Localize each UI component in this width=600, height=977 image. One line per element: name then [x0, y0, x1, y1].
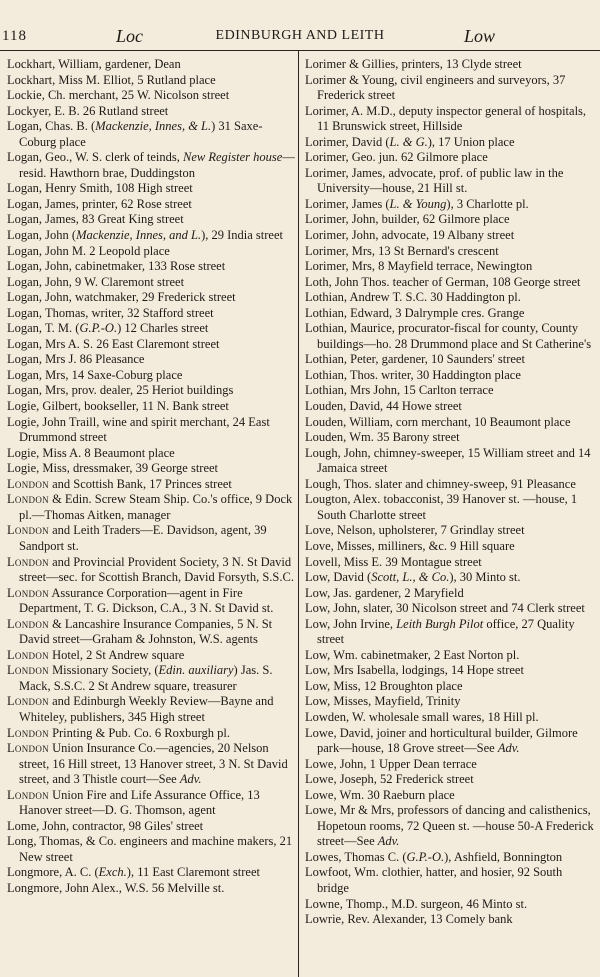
- directory-entry: [305, 275, 595, 291]
- entry-text: Union Fire and Life Assurance Office, 13 Hanover street—D. G. Thomson, agent: [19, 787, 260, 818]
- directory-entry: [305, 166, 595, 197]
- directory-entry: [305, 73, 595, 104]
- entry-text: ) Jas. S. Mack, S.S.C. 2 St Andrew square, treasurer: [19, 663, 273, 693]
- entry-text: Lorimer & Gillies, printers, 13 Clyde street: [305, 57, 522, 71]
- directory-entry: [305, 415, 595, 431]
- left-catchword: Loc: [116, 26, 143, 46]
- entry-text: Lough, John, chimney-sweeper, 15 William street and 14 Jamaica street: [305, 445, 591, 476]
- entry-text: Hotel, 2 St Andrew square: [48, 647, 185, 662]
- directory-entry: [7, 368, 297, 384]
- entry-text: Lothian, Peter, gardener, 10 Saunders' street: [305, 352, 525, 367]
- directory-entry: [305, 803, 595, 850]
- directory-entry: [305, 601, 595, 617]
- entry-text: Low, Jas. gardener, 2 Maryfield: [305, 585, 464, 600]
- entry-text: Lothian, Maurice, procurator-fiscal for county, County buildings—ho. 28 Drummond place and St Catherine's: [305, 321, 592, 351]
- directory-entry: [7, 648, 297, 664]
- entry-text: Logan, Mrs, prov. dealer, 25 Heriot buildings: [7, 383, 234, 398]
- directory-entry: [7, 275, 297, 291]
- entry-text: Lowrie, Rev. Alexander, 13 Comely bank: [305, 912, 513, 927]
- entry-text: Lowden, W. wholesale small wares, 18 Hill pl.: [305, 709, 539, 724]
- entry-text: and Leith Traders—E. Davidson, agent, 39 Sandport st.: [19, 523, 267, 553]
- directory-entry: [305, 228, 595, 244]
- directory-entry: [305, 244, 595, 260]
- entry-text: Lowe, Joseph, 52 Frederick street: [305, 772, 474, 787]
- entry-text: Lowfoot, Wm. clothier, hatter, and hosier, 92 South bridge: [305, 865, 563, 895]
- directory-entry: [305, 757, 595, 773]
- directory-entry: [305, 368, 595, 384]
- entry-text: London: [7, 585, 49, 600]
- directory-entry: [7, 383, 297, 399]
- entry-text: Lothian, Thos. writer, 30 Haddington place: [305, 367, 521, 382]
- entry-text: ) 12 Charles street: [117, 321, 209, 336]
- entry-text: Lorimer & Young, civil engineers and surveyors, 37 Frederick street: [305, 72, 566, 103]
- entry-text: Lorimer, A. M.D., deputy inspector general of hospitals, 11 Brunswick street, Hillside: [305, 103, 587, 134]
- directory-entry: [7, 399, 297, 415]
- entry-text: Lockhart, Miss M. Elliot, 5 Rutland place: [7, 72, 216, 87]
- directory-entry: [7, 150, 297, 181]
- entry-text: Logan, Chas. B. (: [7, 119, 96, 134]
- directory-entry: [7, 88, 297, 104]
- directory-entry: [305, 679, 595, 695]
- header-rule: [0, 50, 600, 51]
- directory-entry: [305, 710, 595, 726]
- directory-entry: [7, 104, 297, 120]
- directory-entry: [305, 430, 595, 446]
- entry-text: & Edin. Screw Steam Ship. Co.'s office, 9 Dock pl.—Thomas Aitken, manager: [19, 492, 293, 522]
- directory-entry: [7, 834, 297, 865]
- directory-entry: [305, 726, 595, 757]
- entry-text: Lothian, Edward, 3 Dalrymple cres. Grange: [305, 305, 525, 320]
- directory-entry: [7, 788, 297, 819]
- entry-text: London: [7, 492, 49, 507]
- entry-text: Low, Miss, 12 Broughton place: [305, 678, 463, 693]
- directory-entry: [305, 197, 595, 213]
- entry-text: Logan, Mrs, 14 Saxe-Coburg place: [7, 367, 183, 382]
- directory-entry: [7, 461, 297, 477]
- entry-text: London: [7, 741, 49, 756]
- directory-entry: [305, 399, 595, 415]
- directory-entry: [7, 259, 297, 275]
- directory-entry: [305, 352, 595, 368]
- directory-entry: [7, 197, 297, 213]
- entry-text: ) 31 Saxe-Coburg place: [19, 119, 263, 149]
- entry-text: ), 17 Union place: [427, 134, 515, 149]
- directory-entry: [7, 73, 297, 89]
- entry-text: Low, Wm. cabinetmaker, 2 East Norton pl.: [305, 647, 520, 662]
- entry-text: Lowe, Mr & Mrs, professors of dancing and calisthenics, Hopetoun rooms, 72 Queen st. —house 50-A Frederick street—See: [305, 803, 594, 849]
- directory-entry: [7, 881, 297, 897]
- entry-text: Logan, John, watchmaker, 29 Frederick street: [7, 290, 236, 305]
- directory-entry: [7, 663, 297, 694]
- directory-entry: [305, 570, 595, 586]
- entry-text: London: [7, 725, 49, 740]
- entry-text: Love, Nelson, upholsterer, 7 Grindlay street: [305, 523, 525, 538]
- entry-text: Lothian, Mrs John, 15 Carlton terrace: [305, 383, 494, 398]
- entry-text: London: [7, 523, 49, 538]
- entry-text: Louden, David, 44 Howe street: [305, 399, 462, 414]
- directory-entry: [7, 306, 297, 322]
- entry-text: Mackenzie, Innes, and L.: [76, 228, 202, 243]
- entry-text: Logan, James, 83 Great King street: [7, 212, 184, 227]
- entry-text: ), 30 Minto st.: [449, 570, 521, 585]
- entry-text: Low, Misses, Mayfield, Trinity: [305, 694, 461, 709]
- directory-entry: [305, 57, 595, 73]
- entry-text: Logan, Thomas, writer, 32 Stafford street: [7, 305, 214, 320]
- directory-entry: [305, 477, 595, 493]
- entry-text: London: [7, 554, 49, 569]
- entry-text: Lowne, Thomp., M.D. surgeon, 46 Minto st.: [305, 896, 528, 911]
- entry-text: Adv.: [179, 772, 202, 787]
- entry-text: L. & Young: [389, 196, 447, 211]
- entry-text: Missionary Society, (: [48, 663, 159, 678]
- entry-text: ), Ashfield, Bonnington: [444, 849, 563, 864]
- entry-text: Lorimer, John, advocate, 19 Albany street: [305, 228, 515, 243]
- directory-entry: [305, 290, 595, 306]
- entry-text: G.P.-O.: [79, 321, 118, 336]
- entry-text: Lougton, Alex. tobacconist, 39 Hanover st. —house, 1 South Charlotte street: [305, 492, 578, 522]
- entry-text: New Register house: [183, 150, 283, 165]
- entry-text: Lowe, John, 1 Upper Dean terrace: [305, 756, 477, 771]
- directory-entry: [7, 212, 297, 228]
- directory-entry: [305, 897, 595, 913]
- directory-entry: [7, 446, 297, 462]
- directory-entry: [305, 555, 595, 571]
- entry-text: Logie, Miss, dressmaker, 39 George street: [7, 461, 219, 476]
- directory-entry: [7, 694, 297, 725]
- directory-entry: [305, 648, 595, 664]
- entry-text: L. & G.: [389, 134, 428, 149]
- directory-entry: [7, 492, 297, 523]
- directory-entry: [7, 819, 297, 835]
- running-title: EDINBURGH AND LEITH: [215, 28, 385, 43]
- entry-text: Logan, John M. 2 Leopold place: [7, 243, 170, 258]
- directory-entry: [7, 57, 297, 73]
- entry-text: Scott, L., & Co.: [371, 570, 450, 585]
- directory-entry: [305, 663, 595, 679]
- directory-entry: [305, 306, 595, 322]
- entry-text: Long, Thomas, & Co. engineers and machine makers, 21 New street: [7, 834, 293, 864]
- entry-text: Lorimer, James (: [305, 196, 390, 211]
- entry-text: Lockie, Ch. merchant, 25 W. Nicolson street: [7, 88, 230, 103]
- column-divider: [298, 51, 299, 977]
- directory-entry: [7, 352, 297, 368]
- entry-text: Union Insurance Co.—agencies, 20 Nelson street, 16 Hill street, 13 Hanover street, 3 N. St David street, and 3 Thistle court—See: [19, 741, 288, 787]
- directory-entry: [305, 259, 595, 275]
- entry-text: Lorimer, Mrs, 8 Mayfield terrace, Newington: [305, 259, 533, 274]
- entry-text: Lovell, Miss E. 39 Montague street: [305, 554, 482, 569]
- entry-text: Lockyer, E. B. 26 Rutland street: [7, 103, 169, 118]
- entry-text: Logie, John Traill, wine and spirit merchant, 24 East Drummond street: [7, 414, 270, 445]
- entry-text: London: [7, 663, 49, 678]
- entry-text: Lockhart, William, gardener, Dean: [7, 57, 181, 71]
- right-column: [305, 57, 595, 928]
- entry-text: ), 11 East Claremont street: [126, 865, 260, 880]
- entry-text: Love, Misses, milliners, &c. 9 Hill square: [305, 538, 515, 553]
- entry-text: Lorimer, Geo. jun. 62 Gilmore place: [305, 150, 488, 165]
- page-header: [0, 26, 600, 48]
- entry-text: and Provincial Provident Society, 3 N. St David street—sec. for Scottish Branch, David Forsyth, S.S.C.: [19, 554, 294, 585]
- entry-text: Lorimer, Mrs, 13 St Bernard's crescent: [305, 243, 499, 258]
- directory-entry: [305, 694, 595, 710]
- directory-entry: [7, 586, 297, 617]
- directory-entry: [305, 492, 595, 523]
- entry-text: Logan, T. M. (: [7, 321, 80, 336]
- entry-text: Logan, James, printer, 62 Rose street: [7, 196, 192, 211]
- directory-entry: [305, 772, 595, 788]
- directory-entry: [7, 523, 297, 554]
- directory-entry: [7, 321, 297, 337]
- entry-text: Logan, Mrs J. 86 Pleasance: [7, 352, 145, 367]
- directory-entry: [7, 865, 297, 881]
- entry-text: & Lancashire Insurance Companies, 5 N. St David street—Graham & Johnston, W.S. agents: [19, 616, 273, 647]
- entry-text: Longmore, John Alex., W.S. 56 Melville st.: [7, 880, 225, 895]
- entry-text: Low, John, slater, 30 Nicolson street and 74 Clerk street: [305, 601, 585, 616]
- entry-text: Lowes, Thomas C. (: [305, 849, 407, 864]
- entry-text: London: [7, 616, 49, 631]
- entry-text: Exch.: [98, 865, 127, 880]
- entry-text: Adv.: [497, 741, 520, 756]
- entry-text: Lorimer, James, advocate, prof. of public law in the University—house, 21 Hill st.: [305, 165, 564, 196]
- directory-entry: [305, 446, 595, 477]
- directory-entry: [305, 912, 595, 928]
- entry-text: Low, Mrs Isabella, lodgings, 14 Hope street: [305, 663, 524, 678]
- entry-text: London: [7, 787, 49, 802]
- entry-text: Lowe, Wm. 30 Raeburn place: [305, 787, 455, 802]
- entry-text: Mackenzie, Innes, & L.: [95, 119, 212, 134]
- directory-entry: [7, 290, 297, 306]
- directory-entry: [305, 539, 595, 555]
- entry-text: Louden, Wm. 35 Barony street: [305, 430, 460, 445]
- directory-entry: [7, 415, 297, 446]
- directory-entry: [7, 726, 297, 742]
- page-number: 118: [2, 28, 27, 44]
- entry-text: London: [7, 647, 49, 662]
- directory-entry: [305, 586, 595, 602]
- entry-text: Logan, John, 9 W. Claremont street: [7, 274, 185, 289]
- directory-entry: [305, 850, 595, 866]
- directory-entry: [305, 212, 595, 228]
- directory-entry: [305, 788, 595, 804]
- entry-text: Loth, John Thos. teacher of German, 108 George street: [305, 274, 581, 289]
- directory-entry: [7, 555, 297, 586]
- entry-text: Lorimer, John, builder, 62 Gilmore place: [305, 212, 510, 227]
- entry-text: Leith Burgh Pilot: [396, 616, 484, 631]
- directory-entry: [305, 321, 595, 352]
- entry-text: Printing & Pub. Co. 6 Roxburgh pl.: [48, 725, 230, 740]
- entry-text: Logan, John, cabinetmaker, 133 Rose street: [7, 259, 226, 274]
- entry-text: Low, David (: [305, 570, 372, 585]
- directory-entry: [7, 337, 297, 353]
- directory-entry: [7, 741, 297, 788]
- entry-text: ), 29 India street: [201, 228, 283, 243]
- entry-text: G.P.-O.: [406, 849, 445, 864]
- entry-text: Longmore, A. C. (: [7, 865, 99, 880]
- left-column: [7, 57, 297, 897]
- directory-entry: [305, 865, 595, 896]
- directory-entry: [7, 181, 297, 197]
- entry-text: Logie, Miss A. 8 Beaumont place: [7, 445, 175, 460]
- entry-text: Logie, Gilbert, bookseller, 11 N. Bank street: [7, 399, 229, 414]
- entry-text: Lough, Thos. slater and chimney-sweep, 91 Pleasance: [305, 476, 576, 491]
- entry-text: Edin. auxiliary: [158, 663, 234, 678]
- entry-text: London: [7, 476, 49, 491]
- entry-text: Lothian, Andrew T. S.C. 30 Haddington pl.: [305, 290, 521, 305]
- directory-entry: [7, 477, 297, 493]
- entry-text: Lowe, David, joiner and horticultural builder, Gilmore park—house, 18 Grove street—See: [305, 725, 578, 756]
- entry-text: ), 3 Charlotte pl.: [446, 196, 529, 211]
- entry-text: Logan, Geo., W. S. clerk of teinds,: [7, 150, 184, 165]
- entry-text: Lome, John, contractor, 98 Giles' street: [7, 818, 204, 833]
- entry-text: Assurance Corporation—agent in Fire Department, T. G. Dickson, C.A., 3 N. St David st.: [19, 585, 274, 616]
- entry-text: —resid. Hawthorn brae, Duddingston: [19, 150, 295, 180]
- directory-entry: [7, 228, 297, 244]
- directory-entry: [305, 150, 595, 166]
- entry-text: Lorimer, David (: [305, 134, 390, 149]
- directory-entry: [305, 104, 595, 135]
- entry-text: Logan, Mrs A. S. 26 East Claremont street: [7, 336, 220, 351]
- entry-text: Adv.: [377, 834, 400, 849]
- entry-text: Logan, John (: [7, 228, 77, 243]
- entry-text: and Edinburgh Weekly Review—Bayne and Whiteley, publishers, 345 High street: [19, 694, 274, 724]
- directory-entry: [305, 617, 595, 648]
- entry-text: London: [7, 694, 49, 709]
- entry-text: and Scottish Bank, 17 Princes street: [48, 476, 232, 491]
- entry-text: Louden, William, corn merchant, 10 Beaumont place: [305, 414, 571, 429]
- directory-entry: [305, 523, 595, 539]
- directory-entry: [7, 119, 297, 150]
- entry-text: Low, John Irvine,: [305, 616, 397, 631]
- directory-entry: [7, 244, 297, 260]
- directory-entry: [305, 383, 595, 399]
- directory-entry: [305, 135, 595, 151]
- entry-text: Logan, Henry Smith, 108 High street: [7, 181, 193, 196]
- right-catchword: Low: [464, 26, 496, 46]
- directory-entry: [7, 617, 297, 648]
- entry-text: office, 27 Quality street: [317, 616, 575, 647]
